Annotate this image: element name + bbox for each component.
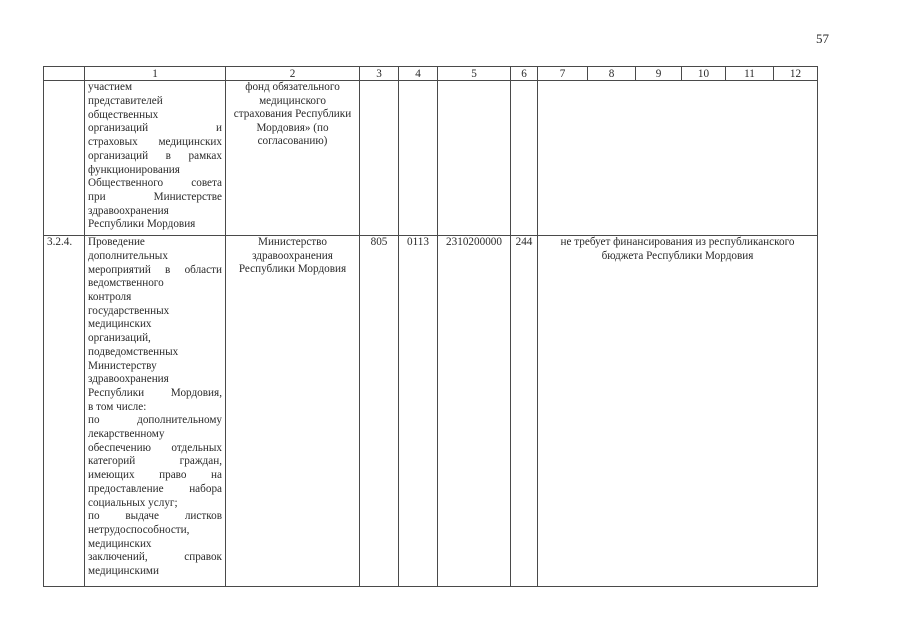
row-number: 3.2.4. — [44, 236, 85, 587]
header-cell: 6 — [511, 67, 538, 81]
header-cell: 9 — [636, 67, 682, 81]
code-6 — [511, 81, 538, 236]
name-line: Республики Мордовия — [88, 218, 196, 231]
header-cell: 11 — [726, 67, 774, 81]
name-line: организаций, — [88, 332, 151, 345]
header-row — [44, 67, 818, 81]
table-row — [44, 81, 818, 236]
name-line: при Министерстве — [88, 190, 222, 203]
code-4: 0113 — [399, 236, 438, 587]
name-line: страховых медицинских — [88, 136, 222, 149]
code-4 — [399, 81, 438, 236]
header-cell: 1 — [85, 67, 226, 81]
code-5 — [438, 81, 511, 236]
executor: Министерство здравоохранения Республики Мордовия — [226, 236, 360, 587]
header-cell: 2 — [226, 67, 360, 81]
header-cell-blank — [44, 67, 85, 81]
measure-name — [85, 236, 226, 587]
name-line: социальных услуг; — [88, 496, 178, 509]
header-cell: 8 — [588, 67, 636, 81]
measure-name — [85, 81, 226, 236]
name-line: обеспечению отдельных — [88, 441, 222, 454]
name-line: нетрудоспособности, — [88, 523, 190, 536]
name-line: медицинскими — [88, 565, 159, 578]
name-line: категорий граждан, — [88, 455, 222, 468]
financing: не требует финансирования из республиканского бюджета Республики Мордовия — [538, 236, 818, 587]
name-line: государственных — [88, 304, 170, 317]
name-line: Министерству — [88, 359, 157, 372]
name-line: ведомственного — [88, 277, 164, 290]
code-5: 2310200000 — [438, 236, 511, 587]
name-line: организаций и — [88, 122, 222, 135]
name-line: контроля — [88, 291, 132, 303]
table-row — [44, 236, 818, 587]
page-number: 57 — [816, 31, 829, 46]
name-line: участием — [88, 81, 133, 94]
name-line: предоставление набора — [88, 482, 222, 495]
name-line: в том числе: — [88, 400, 147, 413]
name-line: организаций в рамках — [88, 149, 222, 162]
name-line: Общественного совета — [88, 177, 222, 190]
name-line: заключений, справок — [88, 551, 222, 564]
name-line: представителей — [88, 94, 163, 107]
header-cell: 3 — [360, 67, 399, 81]
name-line: Республики Мордовия, — [88, 386, 222, 399]
header-cell: 4 — [399, 67, 438, 81]
name-line: Проведение — [88, 236, 145, 249]
financing — [538, 81, 818, 236]
row-number — [44, 81, 85, 236]
header-cell: 5 — [438, 67, 511, 81]
name-line: функционирования — [88, 163, 180, 176]
code-3: 805 — [360, 236, 399, 587]
name-line: здравоохранения — [88, 373, 169, 386]
header-cell: 7 — [538, 67, 588, 81]
name-line: имеющих право на — [88, 469, 222, 482]
executor: фонд обязательного медицинского страхования Республики Мордовия» (по согласованию) — [226, 81, 360, 236]
name-line: по дополнительному — [88, 414, 222, 427]
name-line: мероприятий в области — [88, 263, 222, 276]
name-line: медицинских — [88, 318, 152, 331]
name-line: по выдаче листков — [88, 510, 222, 523]
name-line: здравоохранения — [88, 204, 169, 217]
program-table — [43, 66, 818, 587]
code-6: 244 — [511, 236, 538, 587]
name-line: медицинских — [88, 537, 152, 550]
name-line: общественных — [88, 108, 159, 121]
name-line: лекарственному — [88, 428, 165, 441]
code-3 — [360, 81, 399, 236]
name-line: подведомственных — [88, 345, 179, 358]
header-cell: 12 — [774, 67, 818, 81]
name-line: дополнительных — [88, 249, 168, 262]
header-cell: 10 — [682, 67, 726, 81]
